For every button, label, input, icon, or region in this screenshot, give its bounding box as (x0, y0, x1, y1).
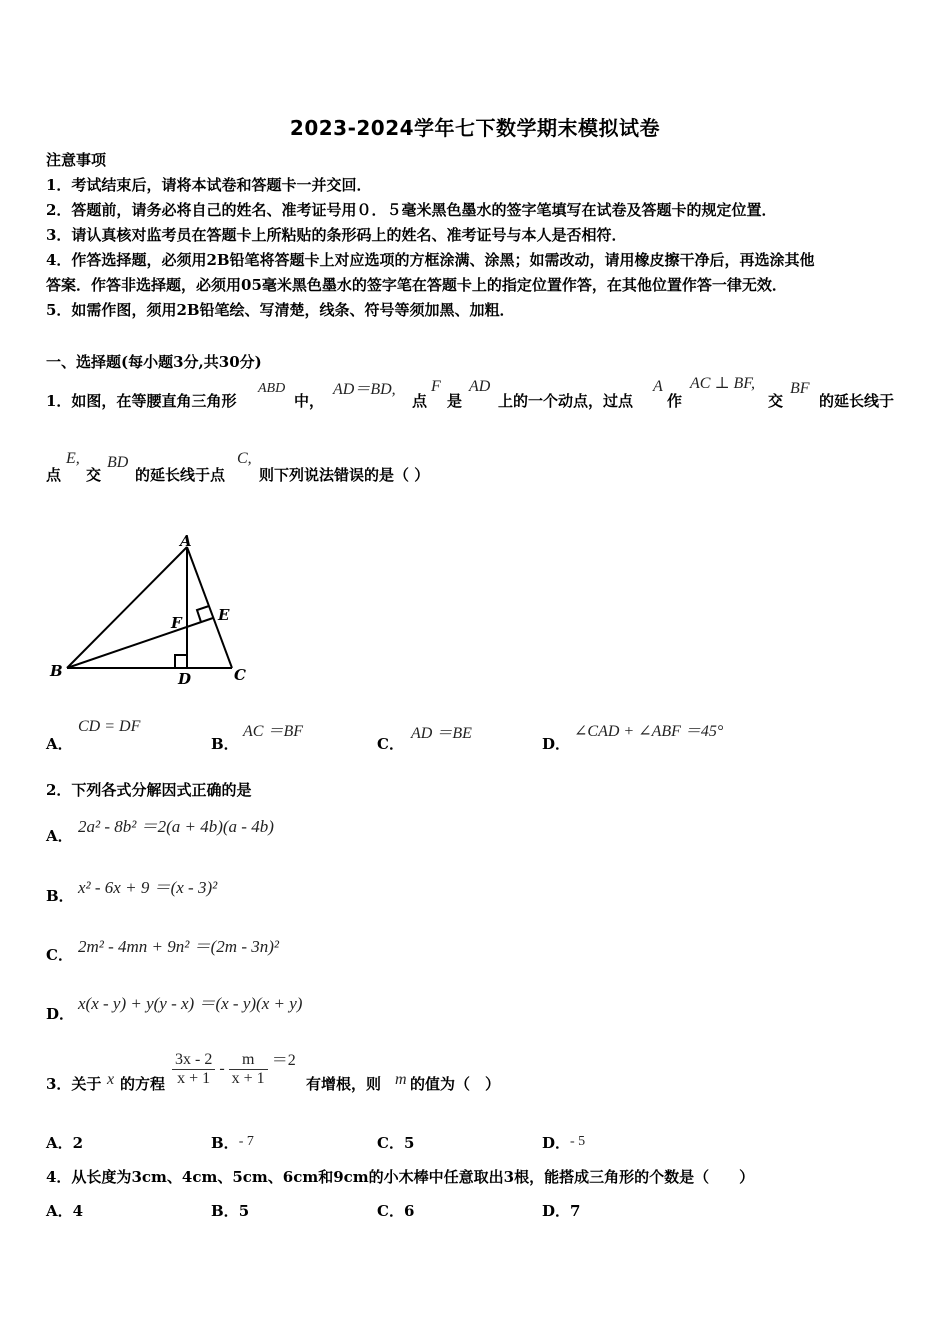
q1-text: 点 (412, 392, 428, 410)
triangle-figure (40, 528, 270, 688)
notice-heading: 注意事项 (46, 151, 107, 169)
q3-option-d[interactable] (542, 1132, 585, 1153)
q1-math: F (431, 378, 441, 395)
q1-option-c: AD ＝BE (411, 725, 472, 742)
q4-option-a[interactable] (46, 1200, 83, 1221)
q3-option-d-value: - 5 (570, 1134, 586, 1149)
q4-option-a-value: 4 (72, 1202, 84, 1220)
q1-text: 点 (46, 466, 62, 484)
q1-text: 中， (294, 392, 325, 410)
q2-option-b-label[interactable]: B． (46, 887, 74, 905)
q1-math: AC ⊥ BF, (690, 375, 755, 392)
notice-item: 1．考试结束后，请将本试卷和答题卡一并交回． (46, 176, 372, 194)
q4-option-c-label: C． (377, 1202, 404, 1220)
notice-item: 答案．作答非选择题，必须用05毫米黑色墨水的签字笔在答题卡上的指定位置作答，在其他位置作答一律无效． (46, 276, 787, 294)
right-angle-d (175, 655, 187, 668)
fraction-2 (229, 1051, 268, 1088)
q4-option-d[interactable] (542, 1200, 580, 1221)
label-d: D (178, 670, 192, 688)
q4-option-d-label: D． (542, 1202, 571, 1220)
q1-math: E, (66, 450, 80, 467)
q1-text: 上的一个动点，过点 (498, 392, 634, 410)
q1-math: BD (107, 454, 129, 471)
q3-option-b-label: B． (211, 1134, 239, 1152)
q1-option-d: ∠CAD + ∠ABF ＝45° (574, 723, 724, 740)
segment-be (67, 618, 213, 668)
q2-option-d: x(x - y) + y(y - x) ＝(x - y)(x + y) (78, 994, 303, 1013)
q3-math: x (107, 1071, 115, 1088)
q1-option-a: CD = DF (78, 718, 141, 735)
q3-option-d-label: D． (542, 1134, 571, 1152)
label-b: B (50, 662, 63, 680)
q1-text: 作 (667, 392, 683, 410)
q1-option-b-label[interactable]: B． (211, 735, 239, 753)
fraction-1-denominator: x + 1 (177, 1069, 211, 1087)
q1-text: 交 (768, 392, 784, 410)
q3-option-a-value: 2 (72, 1134, 84, 1152)
q1-text: 是 (447, 392, 463, 410)
q4-option-a-label: A． (46, 1202, 73, 1220)
q1-option-b: AC ＝BF (243, 723, 303, 740)
q3-option-a-label: A． (46, 1134, 73, 1152)
fraction-1 (172, 1051, 215, 1088)
notice-item: 2．答题前，请务必将自己的姓名、准考证号用０．５毫米黑色墨水的签字笔填写在试卷及答题卡的规定位置． (46, 201, 777, 219)
fraction-2-numerator: m (229, 1051, 268, 1070)
q1-option-d-label[interactable]: D． (542, 735, 571, 753)
q2-option-c: 2m² - 4mn + 9n² ＝(2m - 3n)² (78, 937, 279, 956)
label-a: A (180, 532, 192, 550)
q4-option-b[interactable] (211, 1200, 249, 1221)
q4-option-c-value: 6 (403, 1202, 415, 1220)
q3-option-b[interactable] (211, 1132, 254, 1153)
notice-item: 4．作答选择题，必须用2B铅笔将答题卡上对应选项的方框涂满、涂黑；如需改动，请用橡皮擦干净后，再选涂其他 (46, 251, 815, 269)
q2-option-c-label[interactable]: C． (46, 946, 73, 964)
q1-math: AD＝BD, (333, 381, 396, 398)
q1-option-c-label[interactable]: C． (377, 735, 404, 753)
q3-option-a[interactable] (46, 1132, 83, 1153)
q4-option-d-value: 7 (570, 1202, 581, 1220)
q1-text: 交 (86, 466, 102, 484)
label-c: C (234, 666, 246, 684)
q3-option-c-value: 5 (403, 1134, 415, 1152)
q1-math: C, (237, 450, 252, 467)
notice-item: 3．请认真核对监考员在答题卡上所粘贴的条形码上的姓名、准考证号与本人是否相符． (46, 226, 627, 244)
q4-option-b-label: B． (211, 1202, 239, 1220)
q4-stem: 4．从长度为3cm、4cm、5cm、6cm和9cm的小木棒中任意取出3根，能搭成三角形的个数是（ ） (46, 1168, 755, 1186)
q1-math: A (653, 378, 663, 395)
q1-text: 则下列说法错误的是（ ） (259, 466, 430, 484)
q1-text: 的延长线于 (819, 392, 895, 410)
q2-option-d-label[interactable]: D． (46, 1005, 75, 1023)
page-title: 2023-2024学年七下数学期末模拟试卷 (289, 116, 661, 140)
q1-option-a-label[interactable]: A． (46, 735, 73, 753)
q3-option-c-label: C． (377, 1134, 404, 1152)
q1-math: AD (469, 378, 491, 395)
equals-two: ＝2 (271, 1052, 296, 1069)
q3-option-c[interactable] (377, 1132, 414, 1153)
q3-option-b-value: - 7 (238, 1134, 254, 1149)
q4-option-c[interactable] (377, 1200, 414, 1221)
segment-ba (67, 547, 187, 668)
q2-option-a-label[interactable]: A． (46, 827, 73, 845)
q2-option-b: x² - 6x + 9 ＝(x - 3)² (78, 878, 218, 897)
q3-text: 有增根，则 (306, 1075, 382, 1093)
q1-math: ABD (258, 381, 286, 396)
label-f: F (171, 614, 182, 632)
q2-option-a: 2a² - 8b² ＝2(a + 4b)(a - 4b) (78, 817, 274, 836)
q3-text: 的值为（ ） (410, 1075, 501, 1093)
notice-item: 5．如需作图，须用2B铅笔绘、写清楚，线条、符号等须加黑、加粗． (46, 301, 515, 319)
fraction-2-denominator: x + 1 (231, 1069, 265, 1087)
section-heading: 一、选择题(每小题3分,共30分) (46, 353, 262, 371)
q3-text: 3．关于 (46, 1075, 102, 1093)
q1-text: 1．如图，在等腰直角三角形 (46, 392, 237, 410)
q1-text: 的延长线于点 (135, 466, 226, 484)
q4-option-b-value: 5 (238, 1202, 250, 1220)
q3-equation (172, 1047, 296, 1088)
q3-text: 的方程 (120, 1075, 166, 1093)
q3-math: m (395, 1071, 407, 1088)
fraction-1-numerator: 3x - 2 (172, 1051, 215, 1070)
q1-math: BF (790, 380, 810, 397)
q2-stem: 2．下列各式分解因式正确的是 (46, 781, 252, 799)
minus-sign: - (219, 1060, 225, 1077)
label-e: E (218, 606, 230, 624)
